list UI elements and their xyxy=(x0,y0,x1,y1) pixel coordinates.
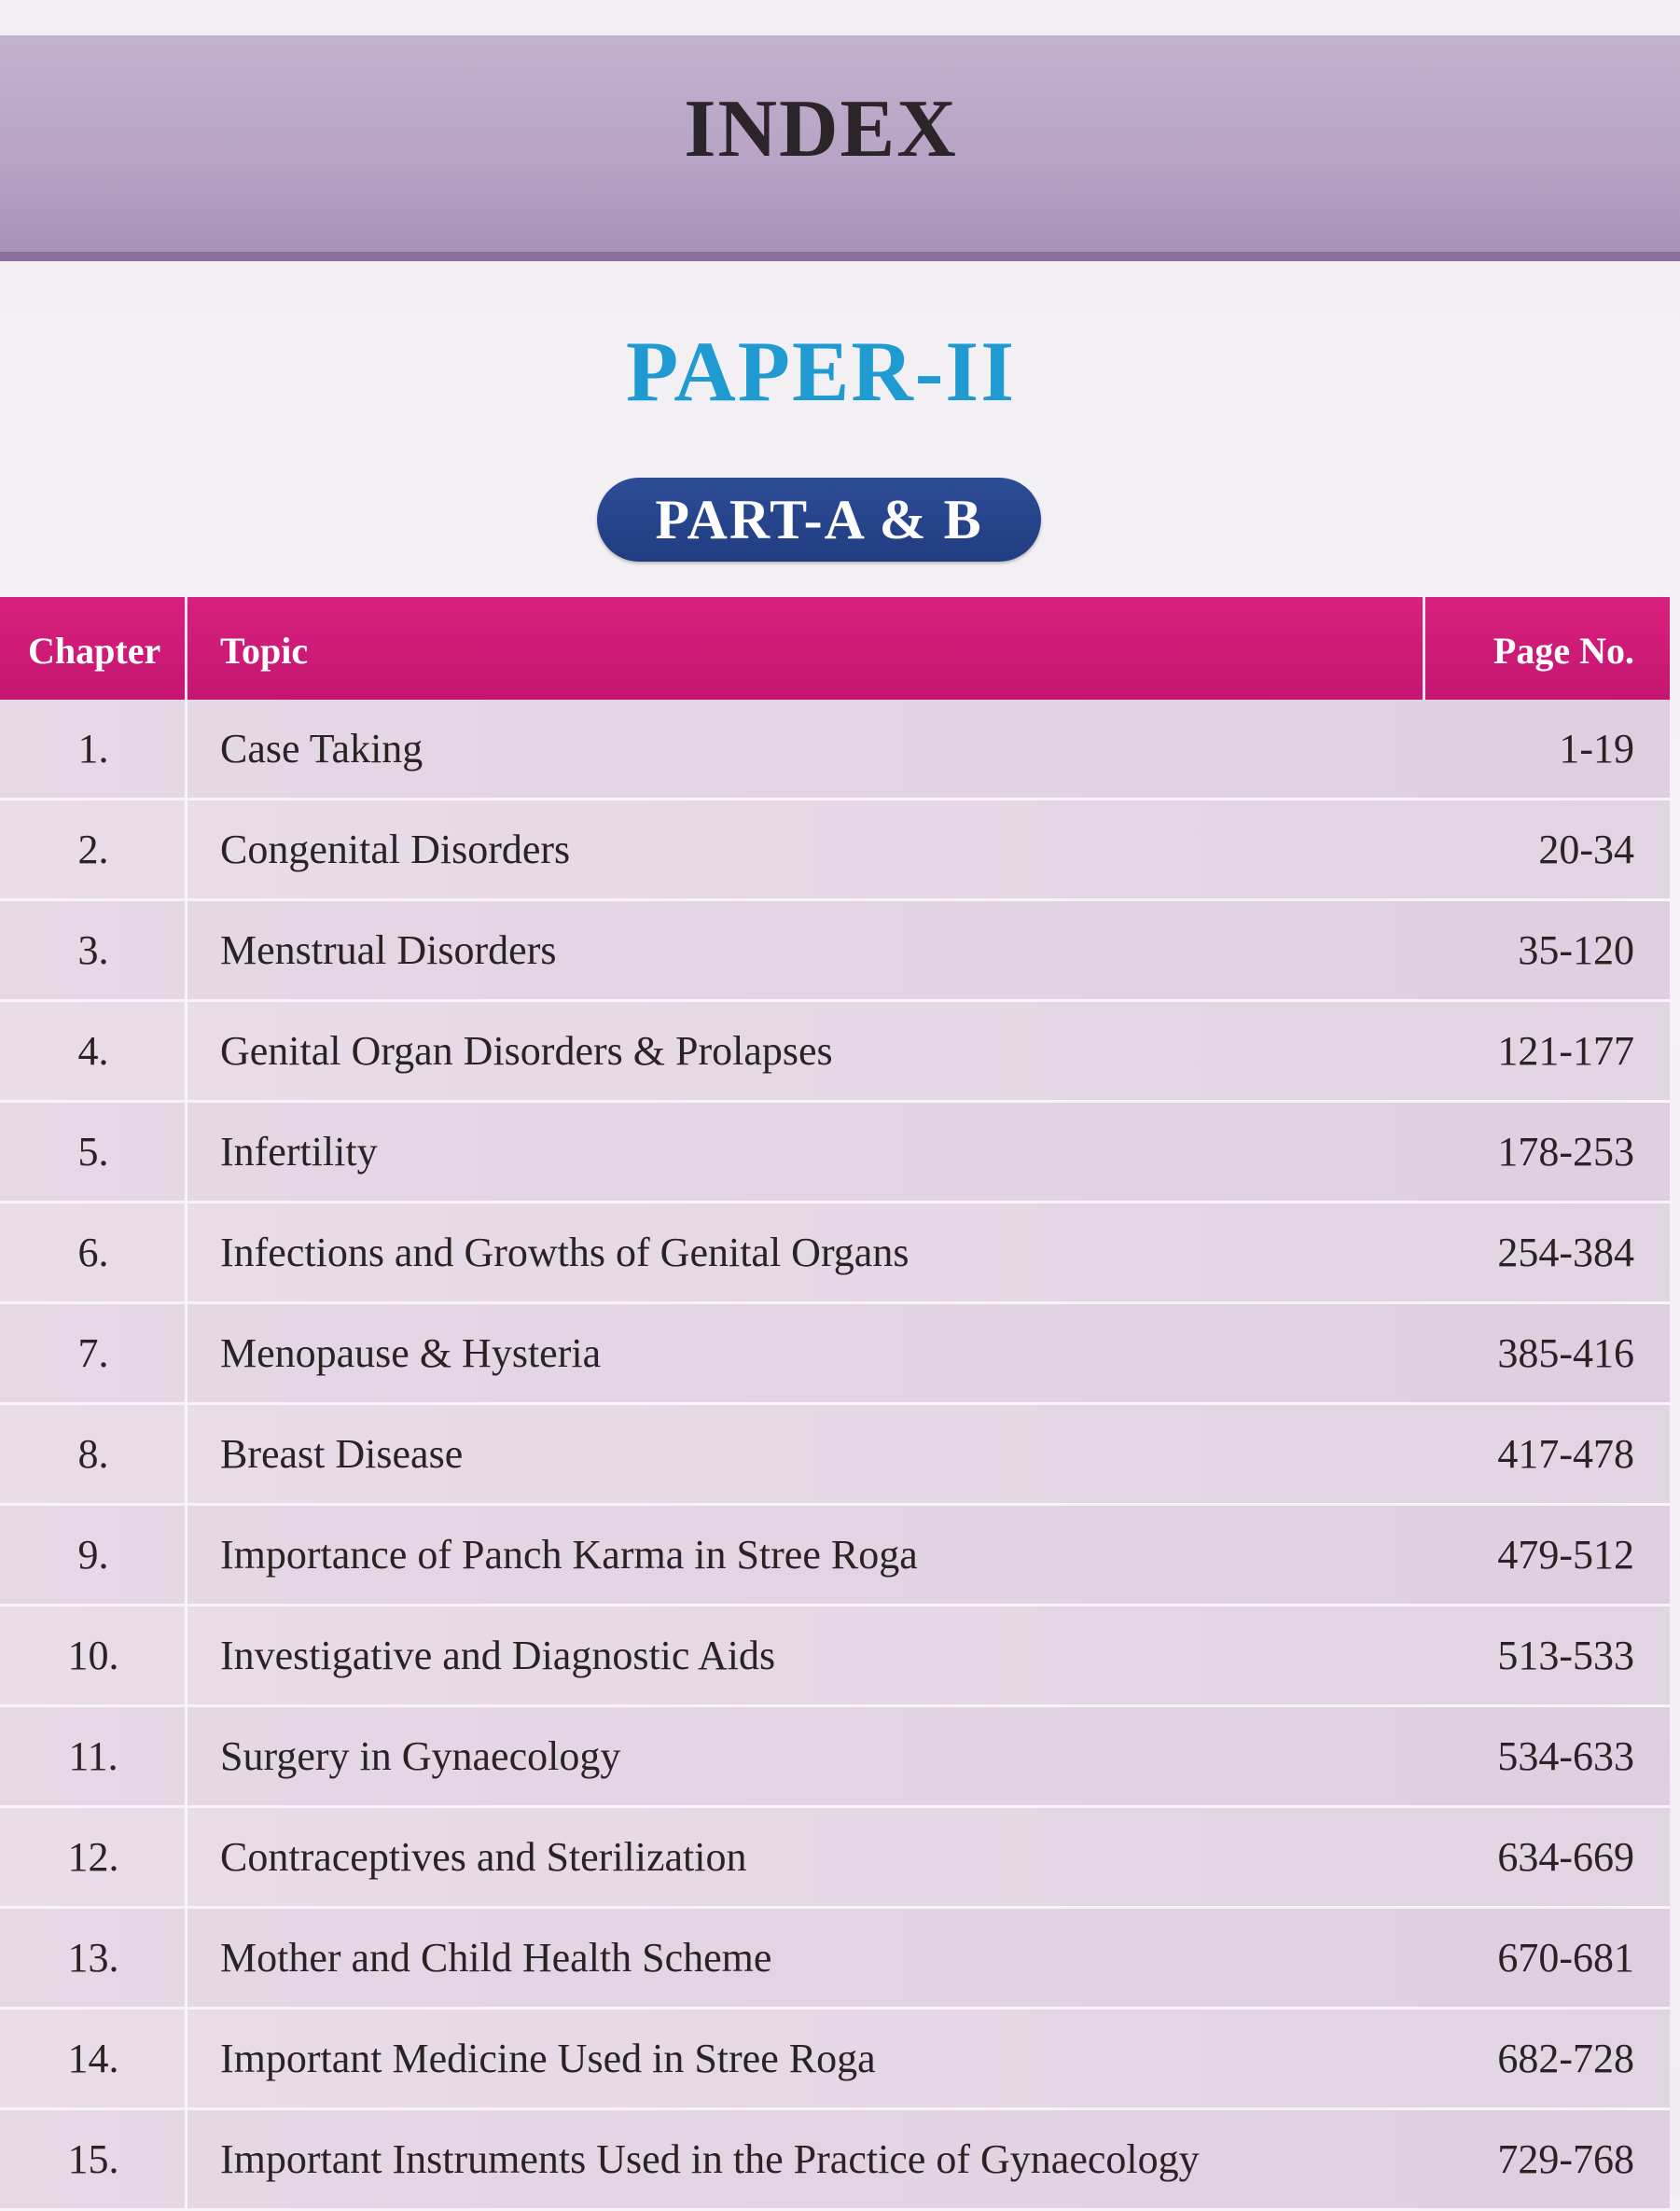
table-row xyxy=(0,901,1670,1002)
chapter-topic: Infections and Growths of Genital Organs xyxy=(220,1230,909,1275)
chapter-number: 2. xyxy=(77,827,109,872)
page-range: 682-728 xyxy=(1497,2036,1634,2081)
table-row xyxy=(0,1304,1670,1405)
table-row xyxy=(0,1002,1670,1103)
page-range: 121-177 xyxy=(1497,1028,1634,1074)
page-range: 534-633 xyxy=(1497,1733,1634,1779)
page-range: 20-34 xyxy=(1538,827,1634,872)
chapter-topic: Infertility xyxy=(220,1129,378,1175)
page-range: 178-253 xyxy=(1497,1129,1634,1175)
chapter-number: 8. xyxy=(77,1431,109,1477)
chapter-number: 4. xyxy=(77,1028,109,1074)
page-range: 1-19 xyxy=(1559,726,1634,772)
table-row xyxy=(0,2110,1670,2211)
page-range: 254-384 xyxy=(1497,1230,1634,1275)
chapter-number: 13. xyxy=(67,1935,119,1981)
chapter-number: 7. xyxy=(77,1330,109,1376)
chapter-topic: Menstrual Disorders xyxy=(220,927,557,973)
chapter-number: 11. xyxy=(68,1733,118,1779)
chapter-topic: Congenital Disorders xyxy=(220,827,571,872)
column-divider xyxy=(185,700,187,2211)
chapter-number: 3. xyxy=(77,927,109,973)
column-header-topic: Topic xyxy=(220,630,309,672)
table-row xyxy=(0,700,1670,800)
chapter-number: 9. xyxy=(77,1532,109,1578)
chapter-topic: Breast Disease xyxy=(220,1431,464,1477)
page-range: 417-478 xyxy=(1497,1431,1634,1477)
chapter-topic: Surgery in Gynaecology xyxy=(220,1733,621,1779)
table-row xyxy=(0,2009,1670,2110)
table-row xyxy=(0,1606,1670,1707)
page-range: 513-533 xyxy=(1497,1633,1634,1678)
table-row xyxy=(0,800,1670,901)
table-row xyxy=(0,1707,1670,1808)
page-range: 479-512 xyxy=(1497,1532,1634,1578)
chapter-topic: Investigative and Diagnostic Aids xyxy=(220,1633,776,1678)
table-row xyxy=(0,1808,1670,1909)
page-range: 35-120 xyxy=(1518,927,1634,973)
table-row xyxy=(0,1203,1670,1304)
page-range: 385-416 xyxy=(1497,1330,1634,1376)
index-table xyxy=(0,597,1670,2211)
part-badge: PART-A & B xyxy=(597,478,1041,562)
chapter-number: 15. xyxy=(67,2136,119,2182)
column-divider xyxy=(185,597,187,700)
chapter-number: 12. xyxy=(67,1834,119,1880)
page-range: 729-768 xyxy=(1497,2136,1634,2182)
table-row xyxy=(0,1506,1670,1606)
chapter-number: 5. xyxy=(77,1129,109,1175)
chapter-number: 1. xyxy=(77,726,109,772)
chapter-topic: Case Taking xyxy=(220,726,423,772)
table-header xyxy=(0,597,1670,700)
page-range: 670-681 xyxy=(1497,1935,1634,1981)
table-row xyxy=(0,1405,1670,1506)
chapter-topic: Contraceptives and Sterilization xyxy=(220,1834,747,1880)
chapter-number: 14. xyxy=(67,2036,119,2081)
page-range: 634-669 xyxy=(1497,1834,1634,1880)
chapter-topic: Mother and Child Health Scheme xyxy=(220,1935,772,1981)
chapter-topic: Important Medicine Used in Stree Roga xyxy=(220,2036,876,2081)
index-title: INDEX xyxy=(684,84,958,174)
paper-title: PAPER-II xyxy=(625,324,1017,419)
chapter-number: 6. xyxy=(77,1230,109,1275)
column-header-page: Page No. xyxy=(1493,630,1634,672)
table-body xyxy=(0,700,1670,2211)
chapter-topic: Menopause & Hysteria xyxy=(220,1330,602,1376)
chapter-number: 10. xyxy=(67,1633,119,1678)
chapter-topic: Genital Organ Disorders & Prolapses xyxy=(220,1028,833,1074)
table-row xyxy=(0,1103,1670,1203)
table-row xyxy=(0,1909,1670,2009)
column-header-chapter: Chapter xyxy=(28,630,161,672)
chapter-topic: Important Instruments Used in the Practice of Gynaecology xyxy=(220,2136,1200,2182)
column-divider xyxy=(1423,597,1425,700)
chapter-topic: Importance of Panch Karma in Stree Roga xyxy=(220,1532,918,1578)
